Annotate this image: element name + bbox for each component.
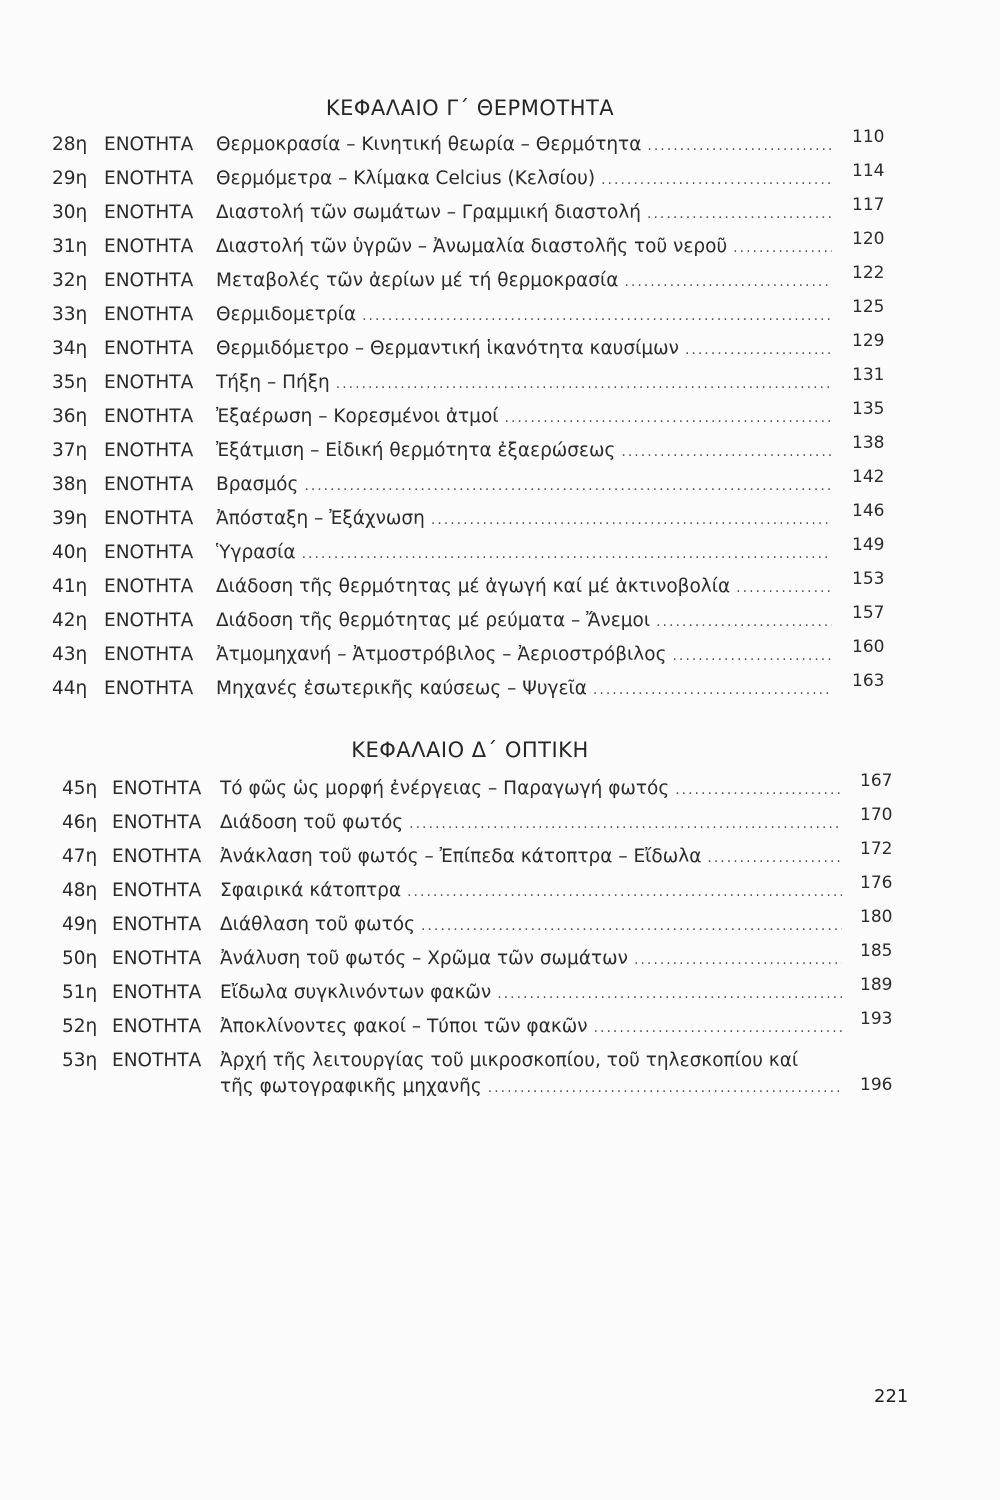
entry-number: 46η (62, 812, 98, 833)
entry-unit-label: ΕΝΟΤΗΤΑ (112, 914, 202, 935)
entry-title-wrap (220, 840, 842, 875)
entry-number: 36η (52, 406, 88, 427)
entry-title: Διάθλαση τοῦ φωτός (220, 914, 415, 935)
dot-leader (647, 129, 832, 163)
entry-page-number: 135 (852, 399, 885, 419)
entry-number: 37η (52, 440, 88, 461)
entry-unit-label: ΕΝΟΤΗΤΑ (104, 576, 194, 597)
entry-title: Διαστολή τῶν σωμάτων – Γραμμική διαστολή (216, 202, 642, 223)
entry-title: Μεταβολές τῶν ἀερίων μέ τή θερμοκρασία (216, 270, 619, 291)
entry-number: 32η (52, 270, 88, 291)
entry-number: 31η (52, 236, 88, 257)
entry-page-number: 149 (852, 535, 885, 555)
entry-title-wrap (216, 536, 832, 571)
entry-title: Θερμιδομετρία (216, 304, 357, 325)
entry-number: 45η (62, 778, 98, 799)
entry-title-wrap (216, 332, 832, 367)
entry-page-number: 131 (852, 365, 885, 385)
entry-page-number: 129 (852, 331, 885, 351)
entry-title-wrap (220, 908, 842, 943)
entry-number: 53η (62, 1050, 98, 1071)
entry-page-number: 160 (852, 637, 885, 657)
toc-entry (0, 264, 1000, 298)
toc-entry (0, 1044, 1000, 1104)
entry-unit-label: ΕΝΟΤΗΤΑ (104, 168, 194, 189)
dot-leader (421, 909, 842, 943)
entry-unit-label: ΕΝΟΤΗΤΑ (112, 948, 202, 969)
toc-entry (0, 638, 1000, 672)
dot-leader (431, 503, 832, 537)
entry-title: Διάδοση τῆς θερμότητας μέ ρεύματα – Ἄνεμοι (216, 610, 651, 631)
dot-leader (621, 435, 832, 469)
entry-title: Μηχανές ἐσωτερικῆς καύσεως – Ψυγεῖα (216, 678, 587, 699)
dot-leader (488, 1071, 842, 1105)
dot-leader (593, 673, 832, 707)
entry-title-wrap (216, 298, 832, 333)
entry-title: Τήξη – Πήξη (216, 372, 330, 393)
dot-leader (634, 943, 842, 977)
entry-title-wrap (216, 638, 832, 673)
entry-number: 52η (62, 1016, 98, 1037)
toc-entry (0, 840, 1000, 874)
dot-leader (601, 163, 832, 197)
entry-page-number: 110 (852, 127, 885, 147)
toc-entry (0, 502, 1000, 536)
dot-leader (594, 1011, 842, 1045)
entry-title-wrap (216, 366, 832, 401)
entry-page-number: 153 (852, 569, 885, 589)
entry-page-number: 172 (860, 839, 893, 859)
entry-number: 38η (52, 474, 88, 495)
toc-entry (0, 604, 1000, 638)
entry-page-number: 157 (852, 603, 885, 623)
toc-entry (0, 366, 1000, 400)
dot-leader (505, 401, 832, 435)
entry-unit-label: ΕΝΟΤΗΤΑ (104, 474, 194, 495)
entry-unit-label: ΕΝΟΤΗΤΑ (112, 812, 202, 833)
entry-unit-label: ΕΝΟΤΗΤΑ (112, 846, 202, 867)
entry-title: Ἀποκλίνοντες φακοί – Τύποι τῶν φακῶν (220, 1016, 588, 1037)
toc-entry (0, 942, 1000, 976)
entry-title: Ἀνάκλαση τοῦ φωτός – Ἐπίπεδα κάτοπτρα – Εἴδωλα (220, 846, 702, 867)
entry-page-number: 146 (852, 501, 885, 521)
dot-leader (336, 367, 832, 401)
dot-leader (656, 605, 832, 639)
entry-title-wrap (216, 502, 832, 537)
entry-title-wrap (220, 1010, 842, 1045)
chapter-g-heading: ΚΕΦΑΛΑΙΟ Γ΄ ΘΕΡΜΟΤΗΤΑ (325, 96, 615, 120)
entry-title: Ἀτμομηχανή – Ἀτμοστρόβιλος – Ἀεριοστρόβιλος (216, 644, 667, 665)
page-number: 221 (874, 1386, 909, 1407)
entry-unit-label: ΕΝΟΤΗΤΑ (104, 338, 194, 359)
dot-leader (407, 875, 842, 909)
entry-unit-label: ΕΝΟΤΗΤΑ (112, 1016, 202, 1037)
entry-unit-label: ΕΝΟΤΗΤΑ (112, 880, 202, 901)
toc-entry (0, 128, 1000, 162)
entry-unit-label: ΕΝΟΤΗΤΑ (104, 440, 194, 461)
entry-page-number: 176 (860, 873, 893, 893)
entry-unit-label: ΕΝΟΤΗΤΑ (104, 270, 194, 291)
entry-title-wrap (216, 604, 832, 639)
entry-unit-label: ΕΝΟΤΗΤΑ (112, 1050, 202, 1071)
entry-title: Θερμιδόμετρο – Θερμαντική ἱκανότητα καυσίμων (216, 338, 679, 359)
toc-entry (0, 570, 1000, 604)
toc-entry (0, 298, 1000, 332)
entry-page-number: 193 (860, 1009, 893, 1029)
entry-number: 30η (52, 202, 88, 223)
entry-number: 34η (52, 338, 88, 359)
entry-unit-label: ΕΝΟΤΗΤΑ (104, 406, 194, 427)
entry-number: 43η (52, 644, 88, 665)
entry-title: Θερμοκρασία – Κινητική θεωρία – Θερμότητα (216, 134, 642, 155)
entry-title-wrap (216, 570, 832, 605)
dot-leader (302, 537, 832, 571)
entry-title-wrap (216, 400, 832, 435)
toc-entry (0, 468, 1000, 502)
toc-entry (0, 230, 1000, 264)
entry-title-wrap (216, 468, 832, 503)
entry-title: Σφαιρικά κάτοπτρα (220, 880, 402, 901)
chapter-g-toc (0, 128, 1000, 706)
entry-title: Διαστολή τῶν ὑγρῶν – Ἀνωμαλία διαστολῆς τοῦ νεροῦ (216, 236, 728, 257)
entry-title-wrap (220, 772, 842, 807)
dot-leader (685, 333, 832, 367)
entry-title-wrap (216, 672, 832, 707)
entry-title: Διάδοση τῆς θερμότητας μέ ἀγωγή καί μέ ἀκτινοβολία (216, 576, 731, 597)
entry-page-number: 142 (852, 467, 885, 487)
toc-entry (0, 772, 1000, 806)
entry-title: Ἀπόσταξη – Ἐξάχνωση (216, 508, 425, 529)
entry-unit-label: ΕΝΟΤΗΤΑ (104, 202, 194, 223)
toc-entry (0, 162, 1000, 196)
entry-title: Βρασμός (216, 474, 299, 495)
dot-leader (409, 807, 842, 841)
entry-unit-label: ΕΝΟΤΗΤΑ (112, 982, 202, 1003)
entry-unit-label: ΕΝΟΤΗΤΑ (104, 236, 194, 257)
chapter-d-toc (0, 772, 1000, 1104)
entry-title-wrap (216, 230, 832, 265)
entry-title-wrap (216, 264, 832, 299)
toc-entry (0, 874, 1000, 908)
toc-entry (0, 434, 1000, 468)
entry-number: 49η (62, 914, 98, 935)
entry-unit-label: ΕΝΟΤΗΤΑ (112, 778, 202, 799)
entry-page-number: 125 (852, 297, 885, 317)
entry-page-number: 163 (852, 671, 885, 691)
entry-title-wrap (220, 976, 842, 1011)
entry-number: 33η (52, 304, 88, 325)
entry-number: 29η (52, 168, 88, 189)
entry-number: 51η (62, 982, 98, 1003)
entry-title-wrap (220, 874, 842, 909)
toc-entry (0, 400, 1000, 434)
entry-unit-label: ΕΝΟΤΗΤΑ (104, 610, 194, 631)
entry-title-wrap (216, 434, 832, 469)
entry-title-continued: τῆς φωτογραφικῆς μηχανῆς (220, 1076, 482, 1097)
entry-title: Διάδοση τοῦ φωτός (220, 812, 404, 833)
entry-number: 44η (52, 678, 88, 699)
entry-number: 41η (52, 576, 88, 597)
entry-unit-label: ΕΝΟΤΗΤΑ (104, 508, 194, 529)
toc-entry (0, 672, 1000, 706)
toc-entry (0, 1010, 1000, 1044)
entry-title: Θερμόμετρα – Κλίμακα Celcius (Κελσίου) (216, 168, 596, 189)
toc-entry (0, 196, 1000, 230)
entry-title-wrap (220, 806, 842, 841)
toc-entry (0, 536, 1000, 570)
entry-number: 35η (52, 372, 88, 393)
entry-page-number: 196 (860, 1075, 893, 1095)
entry-title-wrap (220, 1070, 842, 1105)
entry-unit-label: ΕΝΟΤΗΤΑ (104, 304, 194, 325)
toc-entry (0, 976, 1000, 1010)
entry-title: Ἀρχή τῆς λειτουργίας τοῦ μικροσκοπίου, τοῦ τηλεσκοπίου καί (220, 1050, 799, 1071)
entry-title-wrap (216, 162, 832, 197)
entry-page-number: 114 (852, 161, 885, 181)
dot-leader (675, 773, 842, 807)
entry-title: Ὑγρασία (216, 542, 296, 563)
dot-leader (624, 265, 832, 299)
entry-page-number: 138 (852, 433, 885, 453)
entry-page-number: 189 (860, 975, 893, 995)
dot-leader (647, 197, 832, 231)
entry-number: 47η (62, 846, 98, 867)
entry-unit-label: ΕΝΟΤΗΤΑ (104, 542, 194, 563)
entry-title-wrap (216, 196, 832, 231)
entry-page-number: 117 (852, 195, 885, 215)
entry-number: 48η (62, 880, 98, 901)
entry-page-number: 170 (860, 805, 893, 825)
dot-leader (736, 571, 832, 605)
entry-page-number: 185 (860, 941, 893, 961)
toc-entry (0, 332, 1000, 366)
entry-number: 28η (52, 134, 88, 155)
entry-unit-label: ΕΝΟΤΗΤΑ (104, 372, 194, 393)
entry-page-number: 167 (860, 771, 893, 791)
dot-leader (304, 469, 832, 503)
entry-unit-label: ΕΝΟΤΗΤΑ (104, 678, 194, 699)
entry-number: 40η (52, 542, 88, 563)
entry-number: 39η (52, 508, 88, 529)
entry-unit-label: ΕΝΟΤΗΤΑ (104, 134, 194, 155)
entry-title: Ἐξαέρωση – Κορεσμένοι ἀτμοί (216, 406, 499, 427)
entry-title: Ἀνάλυση τοῦ φωτός – Χρῶμα τῶν σωμάτων (220, 948, 628, 969)
dot-leader (497, 977, 842, 1011)
chapter-d-heading: ΚΕΦΑΛΑΙΟ Δ΄ ΟΠΤΙΚΗ (351, 738, 589, 762)
dot-leader (707, 841, 842, 875)
toc-entry (0, 806, 1000, 840)
entry-title: Τό φῶς ὡς μορφή ἐνέργειας – Παραγωγή φωτός (220, 778, 670, 799)
entry-unit-label: ΕΝΟΤΗΤΑ (104, 644, 194, 665)
entry-page-number: 120 (852, 229, 885, 249)
dot-leader (362, 299, 832, 333)
entry-title: Ἐξάτμιση – Εἰδική θερμότητα ἐξαερώσεως (216, 440, 616, 461)
entry-title-wrap (216, 128, 832, 163)
entry-page-number: 180 (860, 907, 893, 927)
entry-number: 42η (52, 610, 88, 631)
entry-title-wrap (220, 942, 842, 977)
toc-entry (0, 908, 1000, 942)
dot-leader (733, 231, 832, 265)
dot-leader (672, 639, 832, 673)
entry-number: 50η (62, 948, 98, 969)
entry-page-number: 122 (852, 263, 885, 283)
entry-title: Εἴδωλα συγκλινόντων φακῶν (220, 982, 492, 1003)
